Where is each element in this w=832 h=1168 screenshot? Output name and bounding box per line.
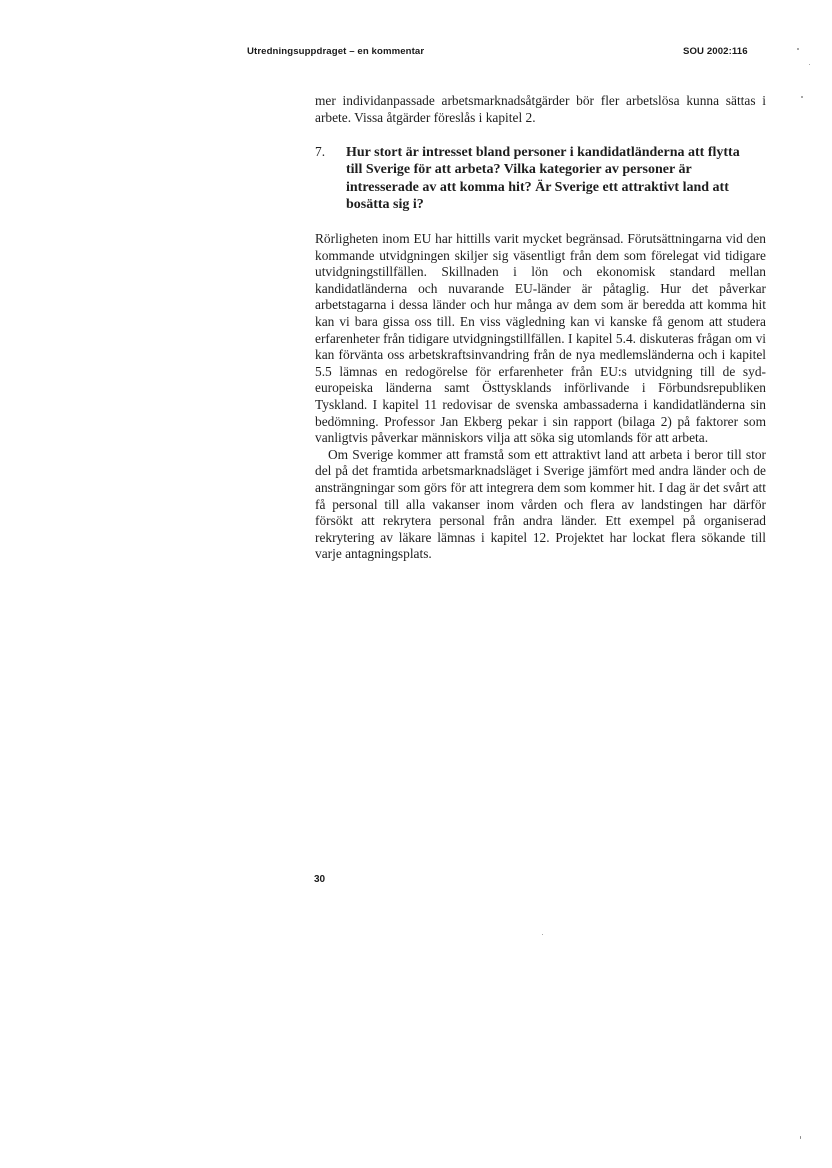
scan-speck	[801, 96, 803, 98]
body-paragraph-2: Om Sverige kommer att framstå som ett attraktivt land att arbeta i beror till stor del på det framtida arbetsmarknadsläget i Sverige jämfört med andra länder och de ansträngningar som görs för att integrera dem som kommer hit. I dag är det svårt att få personal till alla vakanser inom vården och flera av landstingen har därför försökt att rekrytera personal från andra länder. Ett exempel på organiserad rekrytering av läkare lämnas i kapitel 12. Projektet har lockat flera sökande till varje antagningsplats.	[315, 446, 766, 562]
page-number: 30	[314, 874, 326, 885]
intro-paragraph: mer individanpassade arbetsmarknadsåtgärder bör fler arbetslösa kunna sättas i arbete. Vissa åtgärder föreslås i kapitel 2.	[315, 93, 766, 125]
page-body	[315, 93, 766, 563]
scan-speck	[809, 64, 810, 65]
question-text: Hur stort är intresset bland personer i kandidatländerna att flytta till Sverige för att arbeta? Vilka kategorier av personer är intresserade av att komma hit? Är Sverige ett attraktivt land att bosätta sig i?	[346, 145, 740, 212]
scan-speck	[797, 48, 799, 50]
running-head-title: Utredningsuppdraget – en kommentar	[247, 46, 425, 57]
scan-speck	[542, 934, 543, 935]
running-head-report-number: SOU 2002:116	[683, 46, 748, 57]
question-number: 7.	[315, 144, 326, 160]
scan-speck	[800, 1136, 801, 1139]
question-heading	[315, 144, 766, 213]
body-paragraph-1: Rörligheten inom EU har hittills varit mycket begränsad. Förutsättningarna vid den kommande utvidgningen skiljer sig väsentligt från dem som förelegat vid tidigare utvidgningstillfällen. Skillnaden i lön och ekonomisk standard mellan kandidatländerna och nuvarande EU-länder är påtaglig. Hur det påverkar arbetstagarna i dessa länder och hur många av dem som är beredda att komma hit kan vi bara gissa oss till. En viss vägledning kan vi kanske få genom att studera erfarenheter från tidigare utvidgningstillfällen. I kapitel 5.4. diskuteras frågan om vi kan förvänta oss arbetskraftsinvandring från de nya medlemsländerna och i kapitel 5.5 lämnas en redogörelse för erfarenheter från EU:s utvidgning till de sydeuropeiska länderna samt Östtysklands införlivande i Förbundsrepubliken Tyskland. I kapitel 11 redovisar de svenska ambassaderna i kandidatländerna sin bedömning. Professor Jan Ekberg pekar i sin rapport (bilaga 2) på faktorer som vanligtvis påverkar människors vilja att söka sig utomlands för att arbeta.	[315, 231, 766, 446]
